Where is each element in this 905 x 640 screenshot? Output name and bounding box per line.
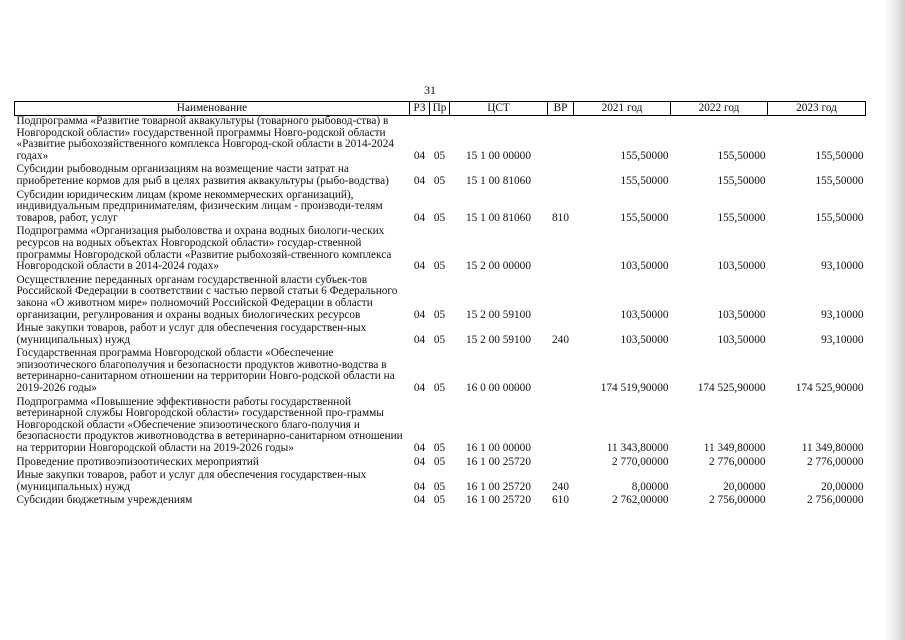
row-name: Подпрограмма «Развитие товарной аквакультуры (товарного рыбовод-ства) в Новгородской области» государственной программы Новго-родской области «Развитие рыбохозяйственного комплекса Новгород-ской области в 2014-2024 годах» [16,115,394,162]
row-rz: 04 [413,494,426,507]
row-pr: 05 [433,442,446,455]
col-header-2022: 2022 год [671,102,768,116]
row-vr [548,116,574,163]
row-cst: 15 1 00 81060 [466,211,531,224]
row-value-2021: 103,50000 [620,260,669,273]
table-row [15,226,866,272]
row-name: Государственная программа Новгородской области «Обеспечение эпизоотического благополучия и безопасности продуктов животно-водства в ветеринарно-санитарном отношении на территории Новго-родской области на 2019-2026 годы» [16,347,395,395]
row-name: Субсидии юридическим лицам (кроме некоммерческих организаций), индивидуальным предпринимателям, физическим лицам - производи-телям товаров, работ, услуг [16,188,383,224]
table-row [15,457,866,469]
row-cst: 15 1 00 81060 [466,174,531,187]
row-pr: 05 [433,333,446,346]
row-pr: 05 [433,149,446,162]
row-rz: 04 [413,260,426,273]
row-vr [548,164,574,187]
table-row [15,164,866,187]
row-name: Субсидии рыбоводным организациям на возмещение части затрат на приобретение кормов для рыб в целях развития аквакультуры (рыбо-водства) [16,163,389,187]
col-header-pr: Пр [430,102,450,116]
col-header-2021: 2021 год [574,102,671,116]
row-value-2023: 155,50000 [815,211,864,224]
table-row [15,348,866,394]
row-vr: 240 [552,333,569,346]
row-cst: 15 2 00 00000 [466,260,531,273]
row-value-2022: 2 776,00000 [709,455,766,468]
table-body [15,116,866,510]
row-name: Подпрограмма «Повышение эффективности работы государственной ветеринарной службы Новгородской области» государственной про-граммы Новгородской области «Обеспечение эпизоотического благо-получия и безопасности продуктов животноводства в ветеринарно-санитарном отношении на территории Новгородской области на 2019-2026 годы» [16,395,403,455]
row-vr: 610 [552,494,569,507]
row-pr: 05 [433,260,446,273]
col-header-rz: РЗ [410,102,430,116]
row-value-2023: 11 349,80000 [801,442,864,455]
row-vr: 810 [552,211,569,224]
row-value-2021: 103,50000 [620,308,669,321]
row-cst: 16 1 00 00000 [466,442,531,455]
row-name: Проведение противоэпизоотических мероприятий [16,455,259,468]
row-cst: 15 2 00 59100 [466,308,531,321]
col-header-2023: 2023 год [768,102,866,116]
row-value-2022: 2 756,00000 [709,494,766,507]
row-value-2022: 155,50000 [717,174,766,187]
row-value-2023: 93,10000 [821,308,864,321]
col-header-cst: ЦСТ [450,102,548,116]
row-rz: 04 [413,149,426,162]
row-rz: 04 [413,480,426,493]
row-value-2023: 155,50000 [815,149,864,162]
row-value-2023: 2 776,00000 [807,455,864,468]
row-value-2021: 155,50000 [620,211,669,224]
row-pr: 05 [433,174,446,187]
row-rz: 04 [413,442,426,455]
row-value-2021: 2 770,00000 [612,455,669,468]
scan-edge-shadow [883,0,905,640]
col-header-vr: ВР [548,102,574,116]
row-pr: 05 [433,211,446,224]
row-cst: 16 0 00 00000 [466,382,531,395]
row-vr: 240 [552,480,569,493]
row-pr: 05 [433,455,446,468]
table-row [15,190,866,225]
row-spacer-cell [15,507,866,509]
row-cst: 15 2 00 59100 [466,333,531,346]
row-value-2022: 103,50000 [717,308,766,321]
row-value-2021: 155,50000 [620,149,669,162]
row-value-2021: 11 343,80000 [606,442,669,455]
row-pr: 05 [433,480,446,493]
row-rz: 04 [413,455,426,468]
row-name: Иные закупки товаров, работ и услуг для обеспечения государствен-ных (муниципальных) нужд [16,469,367,493]
table-row [15,116,866,163]
row-pr: 05 [433,382,446,395]
row-vr [548,348,574,394]
row-value-2022: 20,00000 [723,480,766,493]
row-cst: 16 1 00 25720 [466,455,531,468]
row-value-2021: 174 519,90000 [600,382,669,395]
row-vr [548,397,574,455]
row-rz: 04 [413,211,426,224]
row-vr [548,226,574,272]
row-value-2021: 103,50000 [620,333,669,346]
row-name: Иные закупки товаров, работ и услуг для обеспечения государствен-ных (муниципальных) нужд [16,322,367,346]
row-rz: 04 [413,174,426,187]
row-cst: 15 1 00 00000 [466,149,531,162]
row-name: Субсидии бюджетным учреждениям [16,494,193,507]
row-value-2022: 155,50000 [717,149,766,162]
row-rz: 04 [413,308,426,321]
row-value-2022: 174 525,90000 [697,382,766,395]
row-pr: 05 [433,308,446,321]
row-value-2023: 20,00000 [821,480,864,493]
row-vr [548,275,574,321]
row-value-2023: 2 756,00000 [807,494,864,507]
row-value-2023: 93,10000 [821,260,864,273]
row-value-2022: 155,50000 [717,211,766,224]
row-value-2023: 93,10000 [821,333,864,346]
table-row [15,323,866,346]
row-value-2023: 174 525,90000 [795,382,864,395]
row-cst: 16 1 00 25720 [466,480,531,493]
col-header-name: Наименование [15,102,410,116]
row-value-2023: 155,50000 [815,174,864,187]
row-pr: 05 [433,494,446,507]
budget-table [14,101,866,509]
row-value-2022: 103,50000 [717,333,766,346]
row-cst: 16 1 00 25720 [466,494,531,507]
row-spacer [15,507,866,509]
row-name: Осуществление переданных органам государственной власти субъек-тов Российской Федерации в соответствии с частью первой статьи 6 Федерального закона «О животном мире» полномочий Российской Федерации в области организации, регулирования и охраны водных биологических ресурсов [16,273,398,321]
page-number: 31 [424,83,436,97]
table-row [15,495,866,507]
table-row [15,275,866,321]
table-header-row [15,102,866,116]
row-value-2022: 11 349,80000 [703,442,766,455]
row-value-2021: 8,00000 [631,480,669,493]
table-row [15,397,866,455]
row-value-2021: 155,50000 [620,174,669,187]
row-name: Подпрограмма «Организация рыболовства и охрана водных биологи-ческих ресурсов на водных объектах Новгородской области» государ-ственной программы Новгородской области «Развитие рыбохозяй-ственного комплекса Новгородской области в 2014-2024 годах» [16,225,392,273]
row-value-2022: 103,50000 [717,260,766,273]
row-vr [548,457,574,469]
row-rz: 04 [413,382,426,395]
row-value-2021: 2 762,00000 [612,494,669,507]
table-row [15,470,866,493]
row-rz: 04 [413,333,426,346]
